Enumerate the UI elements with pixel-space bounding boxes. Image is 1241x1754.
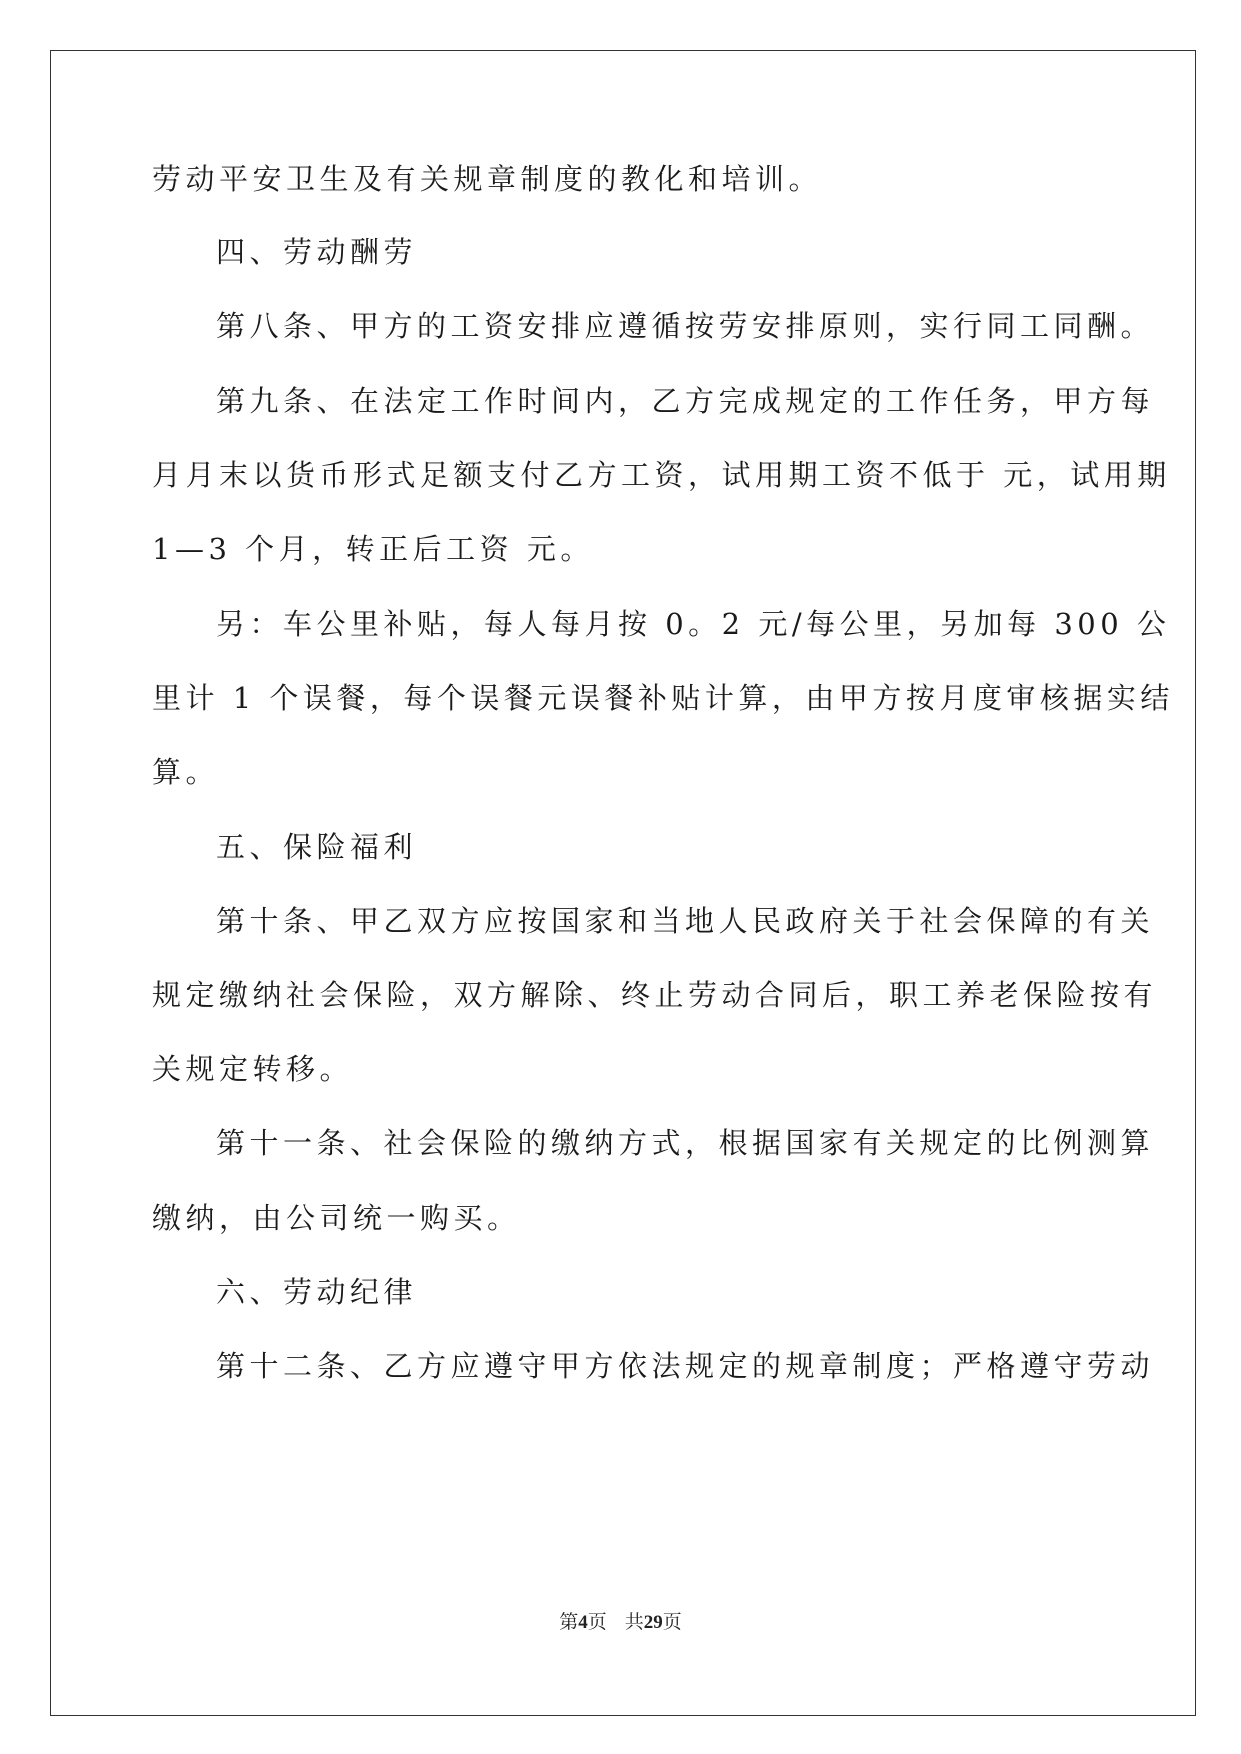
text-line: 关规定转移。 [152,1052,354,1086]
section-heading: 五、保险福利 [216,830,418,864]
text-line: 另：车公里补贴，每人每月按 0。2 元/每公里，另加每 300 公 [216,607,1171,641]
page-footer [0,1611,1241,1635]
text-line: 第十一条、社会保险的缴纳方式，根据国家有关规定的比例测算 [216,1126,1155,1160]
text-line: 劳动平安卫生及有关规章制度的教化和培训。 [152,162,823,196]
footer-total-suffix: 页 [662,1612,682,1633]
text-line: 缴纳，由公司统一购买。 [152,1201,521,1235]
page-border [50,50,1196,1716]
text-line: 第九条、在法定工作时间内，乙方完成规定的工作任务，甲方每 [216,384,1155,418]
footer-prefix: 第 [559,1612,579,1633]
text-line: 算。 [152,755,220,789]
current-page-number: 4 [578,1612,588,1633]
footer-page-suffix: 页 [587,1612,607,1633]
text-line: 第八条、甲方的工资安排应遵循按劳安排原则，实行同工同酬。 [216,309,1155,343]
text-line: 第十二条、乙方应遵守甲方依法规定的规章制度；严格遵守劳动 [216,1349,1155,1383]
section-heading: 四、劳动酬劳 [216,235,418,269]
footer-total-prefix: 共 [624,1612,644,1633]
total-page-count: 29 [643,1612,663,1633]
text-line: 里计 1 个误餐，每个误餐元误餐补贴计算，由甲方按月度审核据实结 [152,681,1174,715]
text-line: 第十条、甲乙双方应按国家和当地人民政府关于社会保障的有关 [216,904,1155,938]
text-line: 月月末以货币形式足额支付乙方工资，试用期工资不低于 元，试用期 [152,458,1171,492]
section-heading: 六、劳动纪律 [216,1275,418,1309]
text-line: 1—3 个月，转正后工资 元。 [152,532,594,566]
text-line: 规定缴纳社会保险，双方解除、终止劳动合同后，职工养老保险按有 [152,978,1158,1012]
